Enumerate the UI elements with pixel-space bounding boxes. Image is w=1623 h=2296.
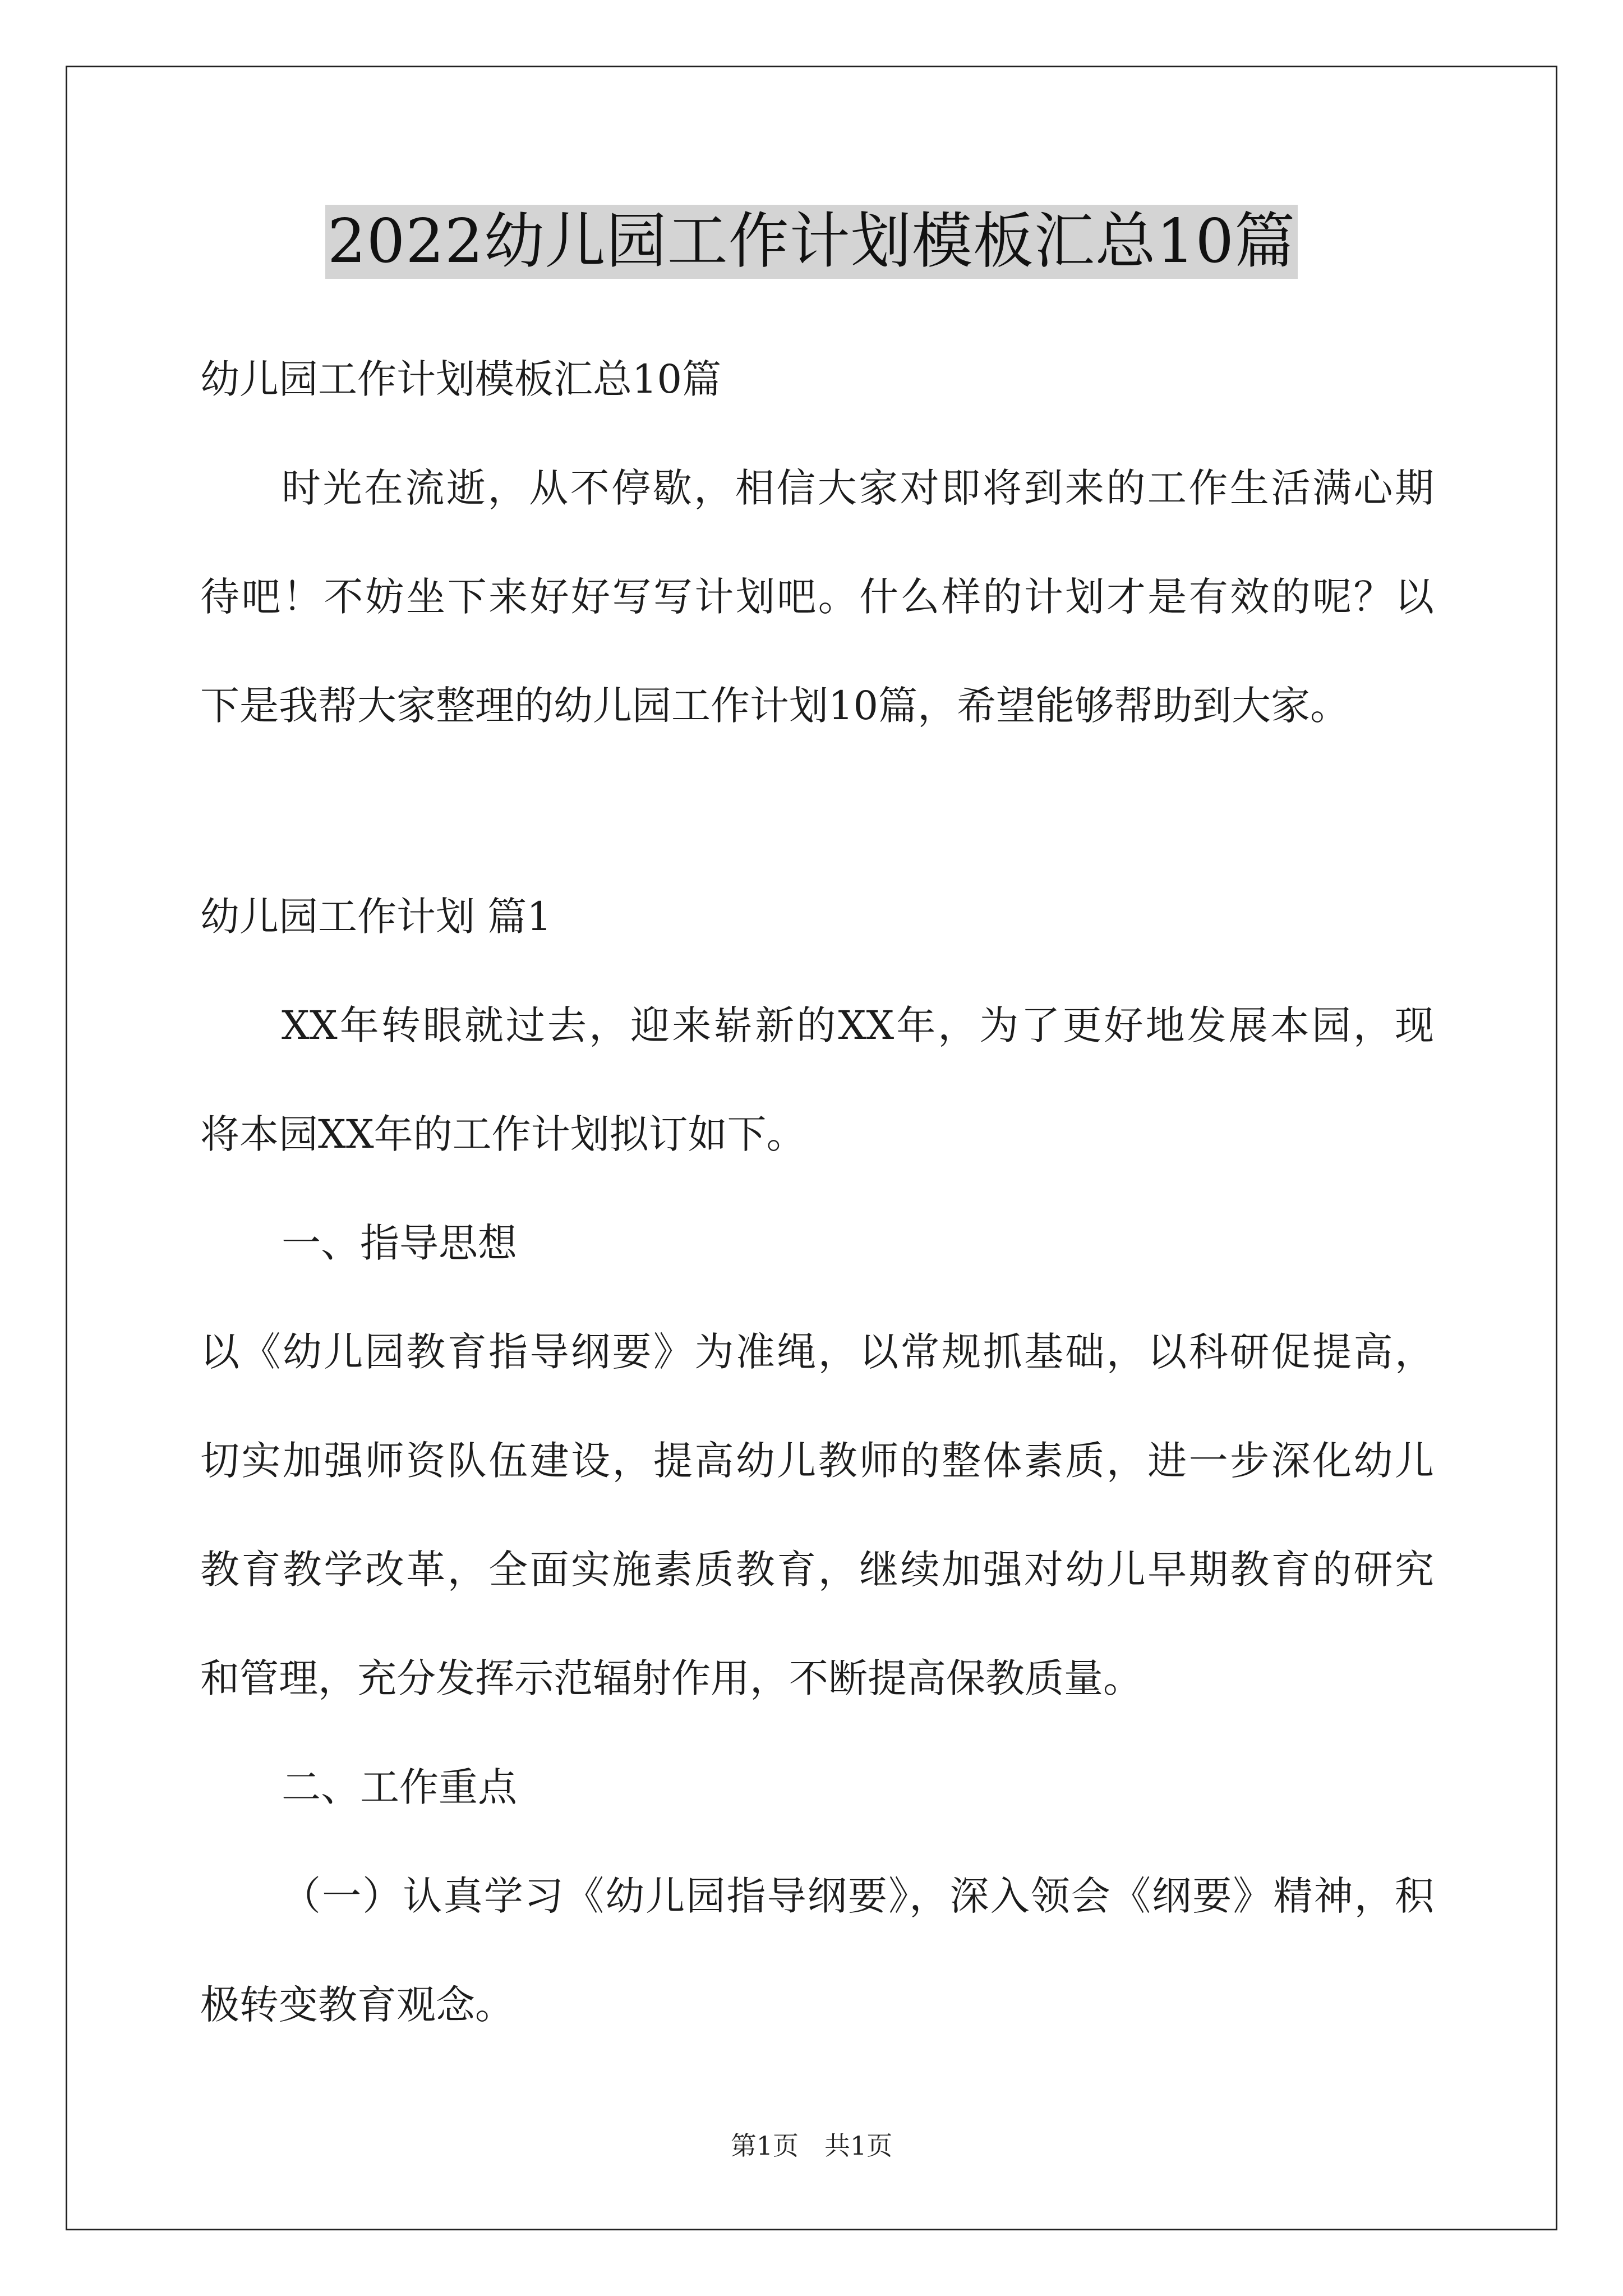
document-title: 2022幼儿园工作计划模板汇总10篇 bbox=[325, 205, 1298, 279]
section-intro-line-2: 将本园XX年的工作计划拟订如下。 bbox=[200, 1111, 806, 1157]
ideology-line-3: 教育教学改革，全面实施素质教育，继续加强对幼儿早期教育的研究 bbox=[200, 1547, 1434, 1593]
intro-line-2: 待吧！不妨坐下来好好写写计划吧。什么样的计划才是有效的呢？以 bbox=[200, 574, 1434, 620]
intro-line-1: 时光在流逝，从不停歇，相信大家对即将到来的工作生活满心期 bbox=[282, 465, 1434, 511]
intro-line-3: 下是我帮大家整理的幼儿园工作计划10篇，希望能够帮助到大家。 bbox=[200, 683, 1350, 729]
section-intro-line-1: XX年转眼就过去，迎来崭新的XX年，为了更好地发展本园，现 bbox=[282, 1002, 1434, 1048]
ideology-line-1: 以《幼儿园教育指导纲要》为准绳，以常规抓基础，以科研促提高， bbox=[200, 1329, 1434, 1375]
focus-item-1-line-1: （一）认真学习《幼儿园指导纲要》，深入领会《纲要》精神，积 bbox=[282, 1873, 1434, 1919]
focus-item-1-line-2: 极转变教育观念。 bbox=[200, 1982, 514, 2028]
subtitle-line: 幼儿园工作计划模板汇总10篇 bbox=[200, 356, 722, 402]
ideology-line-2: 切实加强师资队伍建设，提高幼儿教师的整体素质，进一步深化幼儿 bbox=[200, 1438, 1434, 1484]
page-footer: 第1页 共1页 bbox=[730, 2131, 893, 2161]
section-heading: 幼儿园工作计划 篇1 bbox=[200, 894, 552, 940]
heading-work-focus: 二、工作重点 bbox=[282, 1764, 517, 1810]
title-container bbox=[0, 205, 1623, 279]
heading-guiding-ideology: 一、指导思想 bbox=[282, 1220, 517, 1266]
ideology-line-4: 和管理，充分发挥示范辐射作用，不断提高保教质量。 bbox=[200, 1655, 1142, 1701]
